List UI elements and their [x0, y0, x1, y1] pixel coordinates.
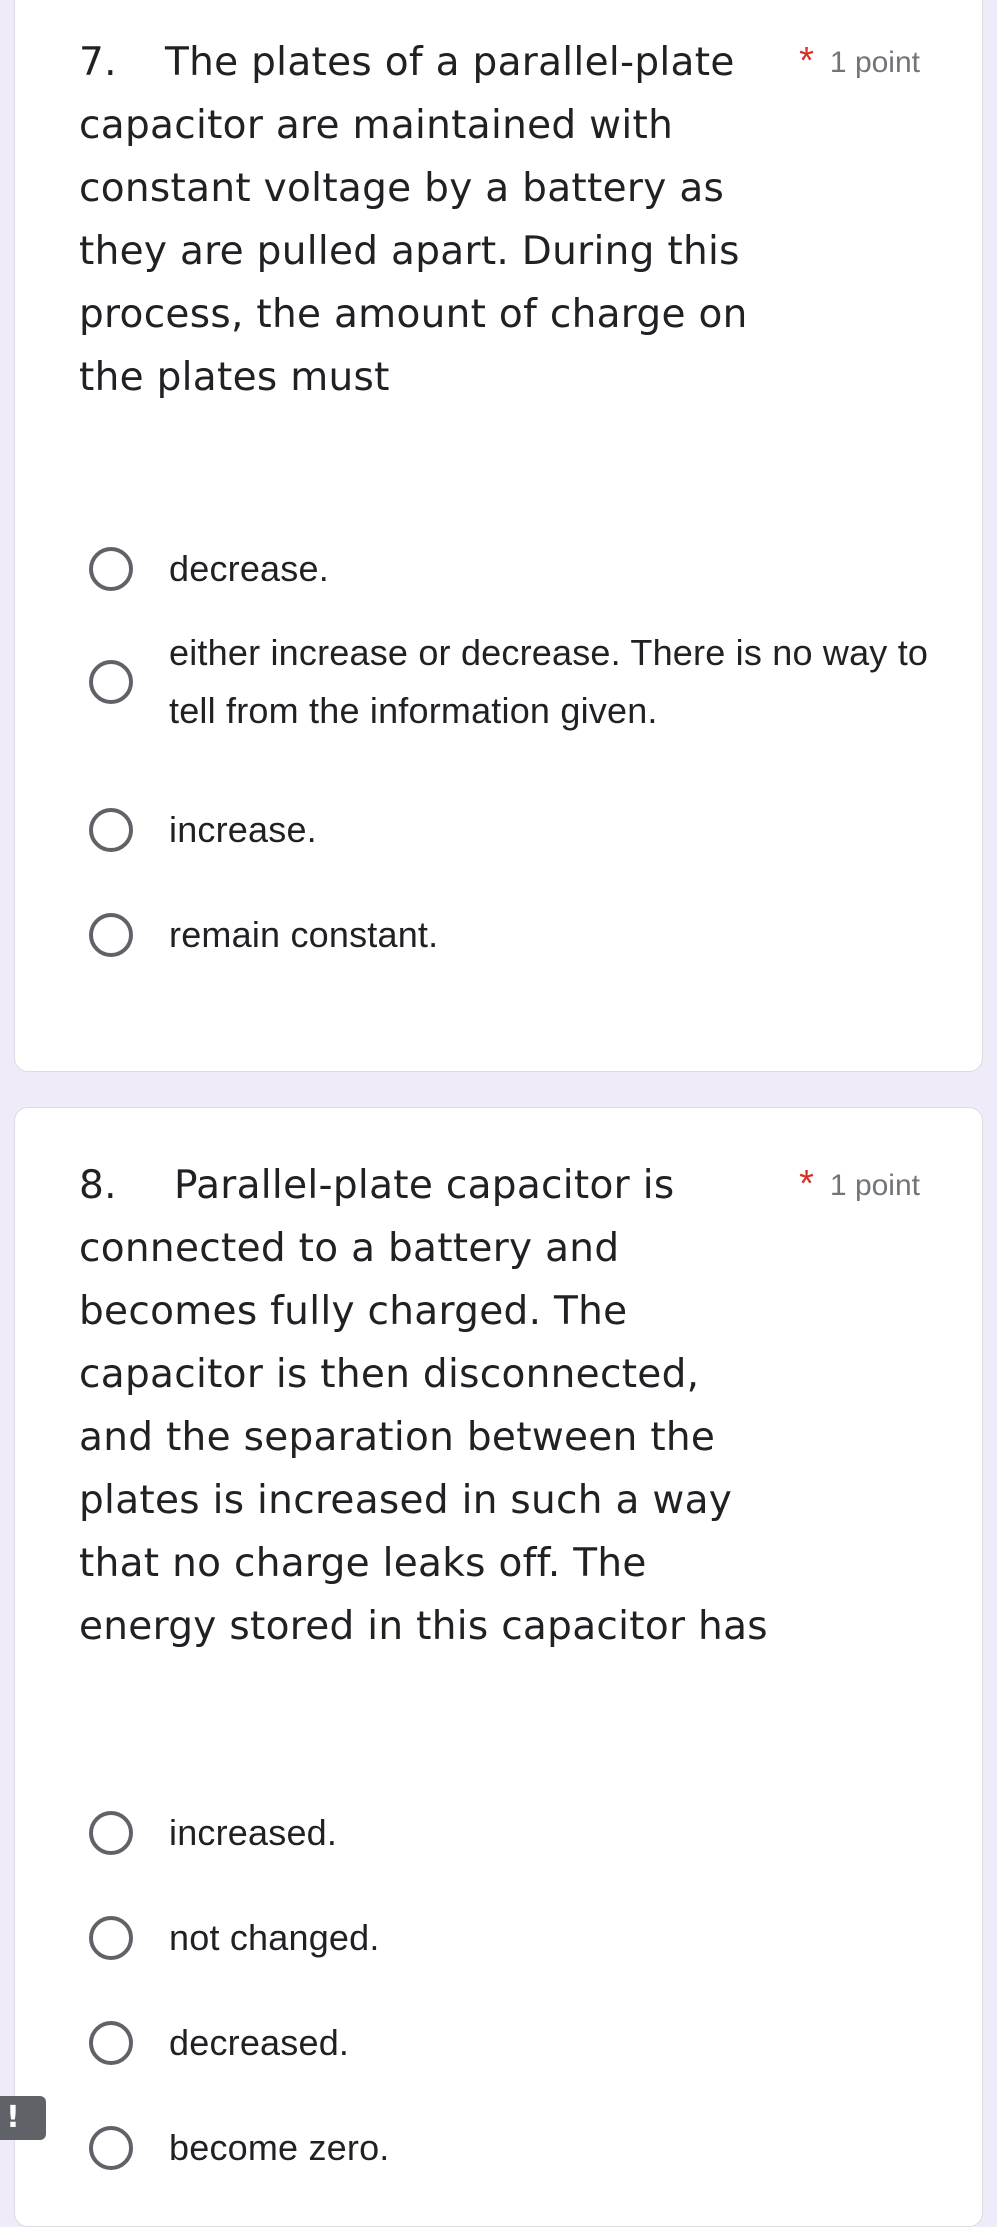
question-title-8 [79, 1154, 779, 1658]
option-label: decrease. [169, 548, 329, 589]
option-q8-not-changed[interactable] [77, 1909, 942, 1967]
option-q8-increased[interactable] [77, 1804, 942, 1862]
required-asterisk-icon: * [799, 1162, 814, 1205]
question-number-8: 8. [79, 1163, 117, 1208]
radio-button-icon[interactable] [89, 2126, 133, 2170]
question-text-7: The plates of a parallel-plate capacitor are maintained with constant voltage by a battery as they are pulled apart. During this process, the amount of charge on the plates must [79, 40, 748, 400]
radio-button-icon[interactable] [89, 808, 133, 852]
option-q7-decrease[interactable] [77, 540, 942, 598]
option-label: increase. [169, 809, 317, 850]
question-header-8 [79, 1154, 920, 1658]
points-label: 1 point [829, 1168, 920, 1202]
radio-button-icon[interactable] [89, 660, 133, 704]
question-title-7 [79, 31, 779, 409]
question-text-8: Parallel-plate capacitor is connected to a battery and becomes fully charged. The capacitor is then disconnected, and the separation between the plates is increased in such a way that no charge leaks off. The energy stored in this capacitor has [79, 1163, 768, 1649]
required-asterisk-icon: * [799, 39, 814, 82]
option-label: become zero. [169, 2127, 390, 2168]
option-label: remain constant. [169, 914, 439, 955]
option-q7-remain-constant[interactable] [77, 906, 942, 964]
question-meta-8 [799, 1154, 920, 1217]
option-q7-either[interactable] [77, 624, 942, 740]
report-problem-button[interactable]: ! [0, 2096, 46, 2140]
radio-button-icon[interactable] [89, 913, 133, 957]
question-card-8 [14, 1107, 983, 2227]
option-q8-decreased[interactable] [77, 2014, 942, 2072]
radio-button-icon[interactable] [89, 547, 133, 591]
question-header-7 [79, 31, 920, 409]
option-label: increased. [169, 1812, 338, 1853]
option-q8-become-zero[interactable] [77, 2119, 942, 2177]
option-label: either increase or decrease. There is no way to tell from the information given. [169, 632, 929, 731]
option-q7-increase[interactable] [77, 801, 942, 859]
radio-button-icon[interactable] [89, 1916, 133, 1960]
radio-button-icon[interactable] [89, 2021, 133, 2065]
option-label: not changed. [169, 1917, 380, 1958]
radio-button-icon[interactable] [89, 1811, 133, 1855]
option-label: decreased. [169, 2022, 350, 2063]
question-number-7: 7. [79, 40, 117, 85]
question-card-7 [14, 0, 983, 1072]
points-label: 1 point [829, 45, 920, 79]
question-meta-7 [799, 31, 920, 94]
